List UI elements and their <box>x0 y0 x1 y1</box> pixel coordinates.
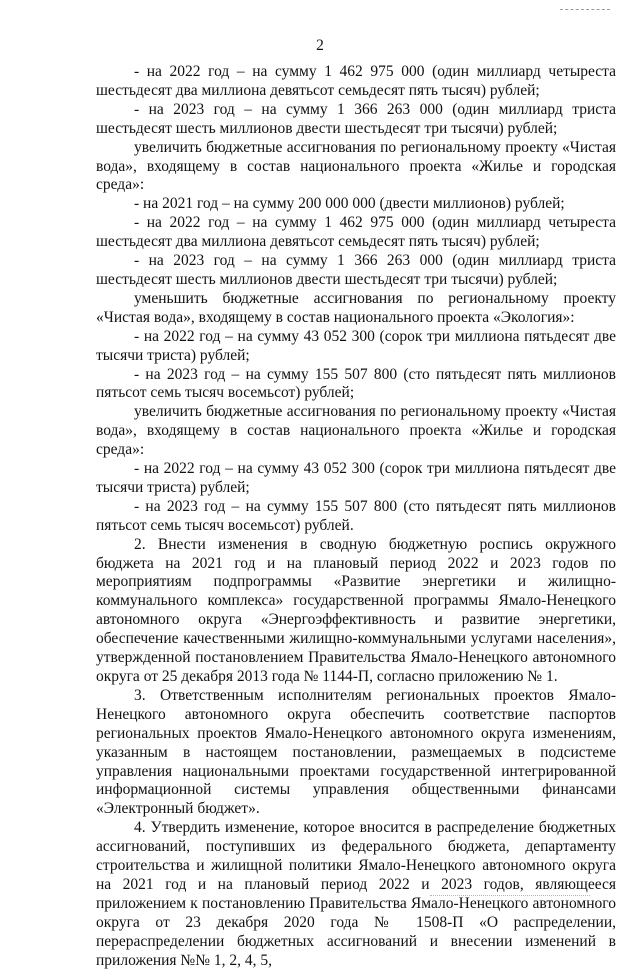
paragraph: - на 2022 год – на сумму 43 052 300 (сорок три миллиона пятьдесят две тысячи триста) рублей; <box>96 460 616 496</box>
page-number: 2 <box>316 37 324 54</box>
top-edge-mark <box>560 9 610 10</box>
paragraph: - на 2022 год – на сумму 43 052 300 (сорок три миллиона пятьдесят две тысячи триста) рублей; <box>96 327 616 364</box>
paragraph: - на 2023 год – на сумму 155 507 800 (сто пятьдесят пять миллионов пятьсот семь тысяч восемьсот) рублей; <box>96 365 616 402</box>
paragraph: - на 2023 год – на сумму 155 507 800 (сто пятьдесят пять миллионов пятьсот семь тысяч восемьсот) рублей. <box>96 497 616 534</box>
paragraph: увеличить бюджетные ассигнования по региональному проекту «Чистая вода», входящему в состав национального проекта «Жилье и городская среда»: <box>96 138 616 194</box>
paragraph: - на 2022 год – на сумму 1 462 975 000 (один миллиард четыреста шестьдесят два миллиона девятьсот семьдесят пять тысяч) рублей; <box>96 63 616 99</box>
bottom-edge-mark <box>430 895 590 896</box>
paragraph: 4. Утвердить изменение, которое вносится в распределение бюджетных ассигнований, поступивших из федерального бюджета, департаменту строительства и жилищной политики Ямало-Ненецкого автономного округа на 2021 год и на плановый период 2022 и 2023 годов, являющееся приложением к постановлению Правительства Ямало-Ненецкого автономного округа от 23 декабря 2020 года № 1508-П «О распределении, перераспределении бюджетных ассигнований и внесении изменений в приложения №№ 1, 2, 4, 5, <box>96 819 616 969</box>
paragraph: - на 2023 год – на сумму 1 366 263 000 (один миллиард триста шестьдесят шесть миллионов двести шестьдесят три тысячи) рублей; <box>96 100 616 137</box>
paragraph: - на 2021 год – на сумму 200 000 000 (двести миллионов) рублей; <box>134 195 565 213</box>
paragraph: - на 2022 год – на сумму 1 462 975 000 (один миллиард четыреста шестьдесят два миллиона девятьсот семьдесят пять тысяч) рублей; <box>96 214 616 251</box>
paragraph: - на 2023 год – на сумму 1 366 263 000 (один миллиард триста шестьдесят шесть миллионов двести шестьдесят три тысячи) рублей; <box>96 252 616 288</box>
paragraph: увеличить бюджетные ассигнования по региональному проекту «Чистая вода», входящему в состав национального проекта «Жилье и городская среда»: <box>96 403 616 459</box>
paragraph: 3. Ответственным исполнителям региональных проектов Ямало-Ненецкого автономного округа обеспечить соответствие паспортов региональных проектов Ямало-Ненецкого автономного округа изменениям, указанным в настоящем постановлении, размещаемых в подсистеме управления национальными проектами государственной интегрированной информационной системы управления общественными финансами «Электронный бюджет». <box>96 686 616 818</box>
document-body <box>96 63 616 971</box>
paragraph: 2. Внести изменения в сводную бюджетную роспись окружного бюджета на 2021 год и на плановый период 2022 и 2023 годов по мероприятиям подпрограммы «Развитие энергетики и жилищно-коммунального комплекса» государственной программы Ямало-Ненецкого автономного округа «Энергоэффективность и развитие энергетики, обеспечение качественными жилищно-коммунальными услугами населения», утвержденной постановлением Правительства Ямало-Ненецкого автономного округа от 25 декабря 2013 года № 1144-П, согласно приложению № 1. <box>96 535 616 685</box>
paragraph: уменьшить бюджетные ассигнования по региональному проекту «Чистая вода», входящему в состав национального проекта «Экология»: <box>96 289 616 326</box>
